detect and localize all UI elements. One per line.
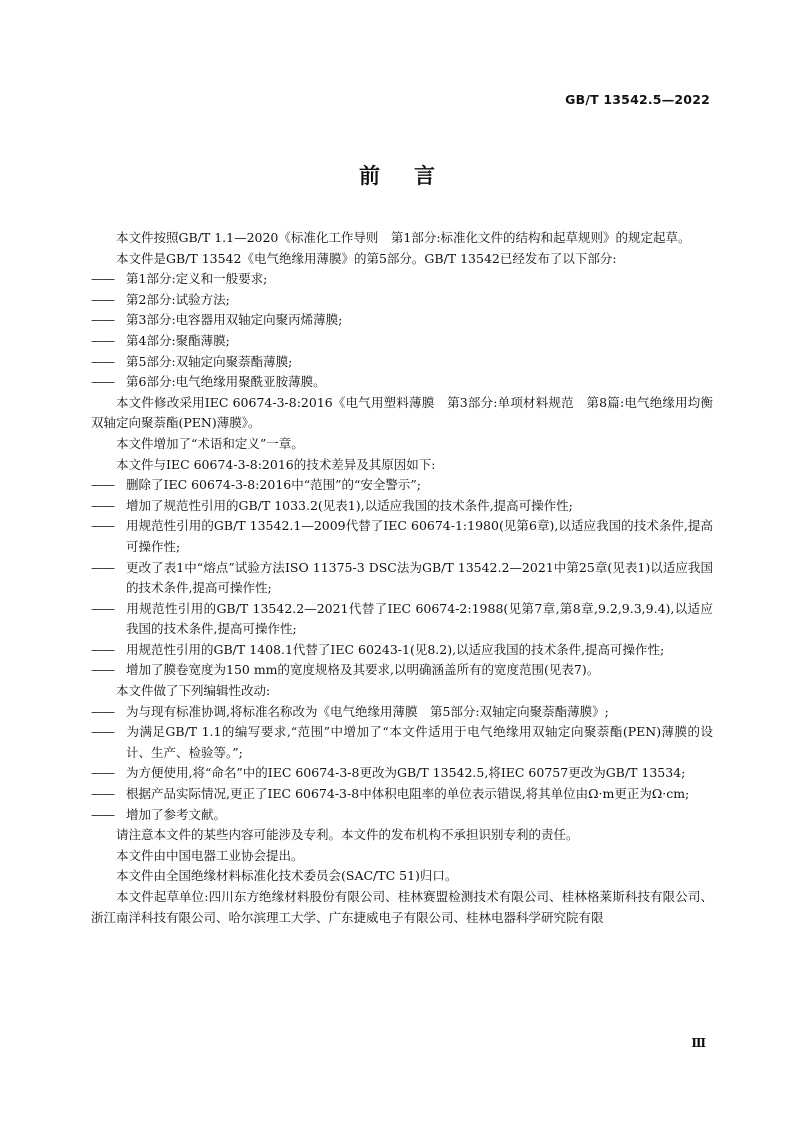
paragraph-text: 请注意本文件的某些内容可能涉及专利。本文件的发布机构不承担识别专利的责任。 <box>116 827 579 843</box>
paragraph <box>91 866 713 887</box>
paragraph <box>91 434 713 455</box>
list-item <box>91 805 713 826</box>
page-title: 前言 <box>359 164 469 188</box>
dash-marker <box>91 784 126 805</box>
dash-marker <box>91 805 126 826</box>
dash-marker <box>91 310 126 331</box>
list-item <box>91 702 713 723</box>
list-item <box>91 310 713 331</box>
list-item <box>91 599 713 640</box>
list-item <box>91 558 713 599</box>
paragraph <box>91 846 713 867</box>
dash-marker <box>91 516 126 537</box>
paragraph-text: 本文件修改采用IEC 60674-3-8:2016《电气用塑料薄膜 第3部分:单项材料规范 第8篇:电气绝缘用均衡双轴定向聚萘酯(PEN)薄膜》。 <box>91 394 713 431</box>
dash-marker <box>91 475 126 496</box>
dash-marker <box>91 269 126 290</box>
paragraph-text: 用规范性引用的GB/T 1408.1代替了IEC 60243-1(见8.2),以适应我国的技术条件,提高可操作性; <box>126 641 665 657</box>
dash-marker <box>91 660 126 681</box>
list-item <box>91 352 713 373</box>
paragraph-text: 增加了参考文献。 <box>126 806 227 822</box>
list-item <box>91 290 713 311</box>
paragraph <box>91 887 713 928</box>
paragraph-text: 更改了表1中“熔点”试验方法ISO 11375-3 DSC法为GB/T 13542.2—2021中第25章(见表1)以适应我国的技术条件,提高可操作性; <box>126 559 713 596</box>
paragraph-text: 为方便使用,将“命名”中的IEC 60674-3-8更改为GB/T 13542.5,将IEC 60757更改为GB/T 13534; <box>126 765 686 781</box>
paragraph-text: 第5部分:双轴定向聚萘酯薄膜; <box>126 353 293 369</box>
paragraph-text: 第3部分:电容器用双轴定向聚丙烯薄膜; <box>126 312 343 328</box>
paragraph-text: 本文件由全国绝缘材料标准化技术委员会(SAC/TC 51)归口。 <box>116 868 458 884</box>
dash-marker <box>91 763 126 784</box>
list-item <box>91 722 713 763</box>
list-item <box>91 516 713 557</box>
paragraph-text: 删除了IEC 60674-3-8:2016中“范围”的“安全警示”; <box>126 477 422 493</box>
paragraph-text: 本文件由中国电器工业协会提出。 <box>116 847 304 863</box>
paragraph-text: 根据产品实际情况,更正了IEC 60674-3-8中体积电阻率的单位表示错误,将其单位由Ω·m更正为Ω·cm; <box>126 786 690 802</box>
paragraph <box>91 825 713 846</box>
paragraph <box>91 249 713 270</box>
dash-marker <box>91 558 126 579</box>
paragraph-text: 用规范性引用的GB/T 13542.2—2021代替了IEC 60674-2:1988(见第7章,第8章,9.2,9.3,9.4),以适应我国的技术条件,提高可操作性; <box>126 600 713 637</box>
paragraph-text: 增加了膜卷宽度为150 mm的宽度规格及其要求,以明确涵盖所有的宽度范围(见表7)。 <box>126 662 600 678</box>
dash-marker <box>91 496 126 517</box>
dash-marker <box>91 722 126 743</box>
dash-marker <box>91 352 126 373</box>
paragraph-text: 本文件按照GB/T 1.1—2020《标准化工作导则 第1部分:标准化文件的结构和起草规则》的规定起草。 <box>116 230 691 245</box>
list-item <box>91 331 713 352</box>
paragraph-text: 本文件做了下列编辑性改动: <box>116 683 271 699</box>
paragraph-text: 用规范性引用的GB/T 13542.1—2009代替了IEC 60674-1:1980(见第6章),以适应我国的技术条件,提高可操作性; <box>126 518 713 554</box>
standard-number-header: GB/T 13542.5—2022 <box>565 92 710 107</box>
paragraph <box>91 228 713 249</box>
list-item <box>91 269 713 290</box>
dash-marker <box>91 372 126 393</box>
paragraph-text: 增加了规范性引用的GB/T 1033.2(见表1),以适应我国的技术条件,提高可操作性; <box>126 497 573 513</box>
dash-marker <box>91 331 126 352</box>
list-item <box>91 640 713 661</box>
list-item <box>91 475 713 496</box>
list-item <box>91 496 713 517</box>
paragraph-text: 本文件增加了“术语和定义”一章。 <box>116 435 304 451</box>
list-item <box>91 784 713 805</box>
paragraph-text: 第1部分:定义和一般要求; <box>126 271 268 287</box>
list-item <box>91 763 713 784</box>
paragraph-text: 本文件是GB/T 13542《电气绝缘用薄膜》的第5部分。GB/T 13542已经发布了以下部分: <box>116 250 617 266</box>
dash-marker <box>91 290 126 311</box>
paragraph <box>91 455 713 476</box>
paragraph-text: 本文件起草单位:四川东方绝缘材料股份有限公司、桂林赛盟检测技术有限公司、桂林格莱斯科技有限公司、浙江南洋科技有限公司、哈尔滨理工大学、广东捷威电子有限公司、桂林电器科学研究院有限 <box>91 889 713 925</box>
foreword-body <box>91 228 713 928</box>
paragraph-text: 第2部分:试验方法; <box>126 291 230 307</box>
list-item <box>91 372 713 393</box>
dash-marker <box>91 599 126 620</box>
paragraph-text: 为与现有标准协调,将标准名称改为《电气绝缘用薄膜 第5部分:双轴定向聚萘酯薄膜》; <box>126 703 609 719</box>
paragraph <box>91 393 713 434</box>
dash-marker <box>91 702 126 723</box>
paragraph-text: 为满足GB/T 1.1的编写要求,“范围”中增加了“本文件适用于电气绝缘用双轴定向聚萘酯(PEN)薄膜的设计、生产、检验等。”; <box>126 724 713 760</box>
paragraph-text: 第6部分:电气绝缘用聚酰亚胺薄膜。 <box>126 374 326 390</box>
list-item <box>91 660 713 681</box>
paragraph <box>91 681 713 702</box>
paragraph-text: 本文件与IEC 60674-3-8:2016的技术差异及其原因如下: <box>116 456 436 472</box>
page-number: Ⅲ <box>691 1036 706 1050</box>
dash-marker <box>91 640 126 661</box>
paragraph-text: 第4部分:聚酯薄膜; <box>126 332 230 348</box>
